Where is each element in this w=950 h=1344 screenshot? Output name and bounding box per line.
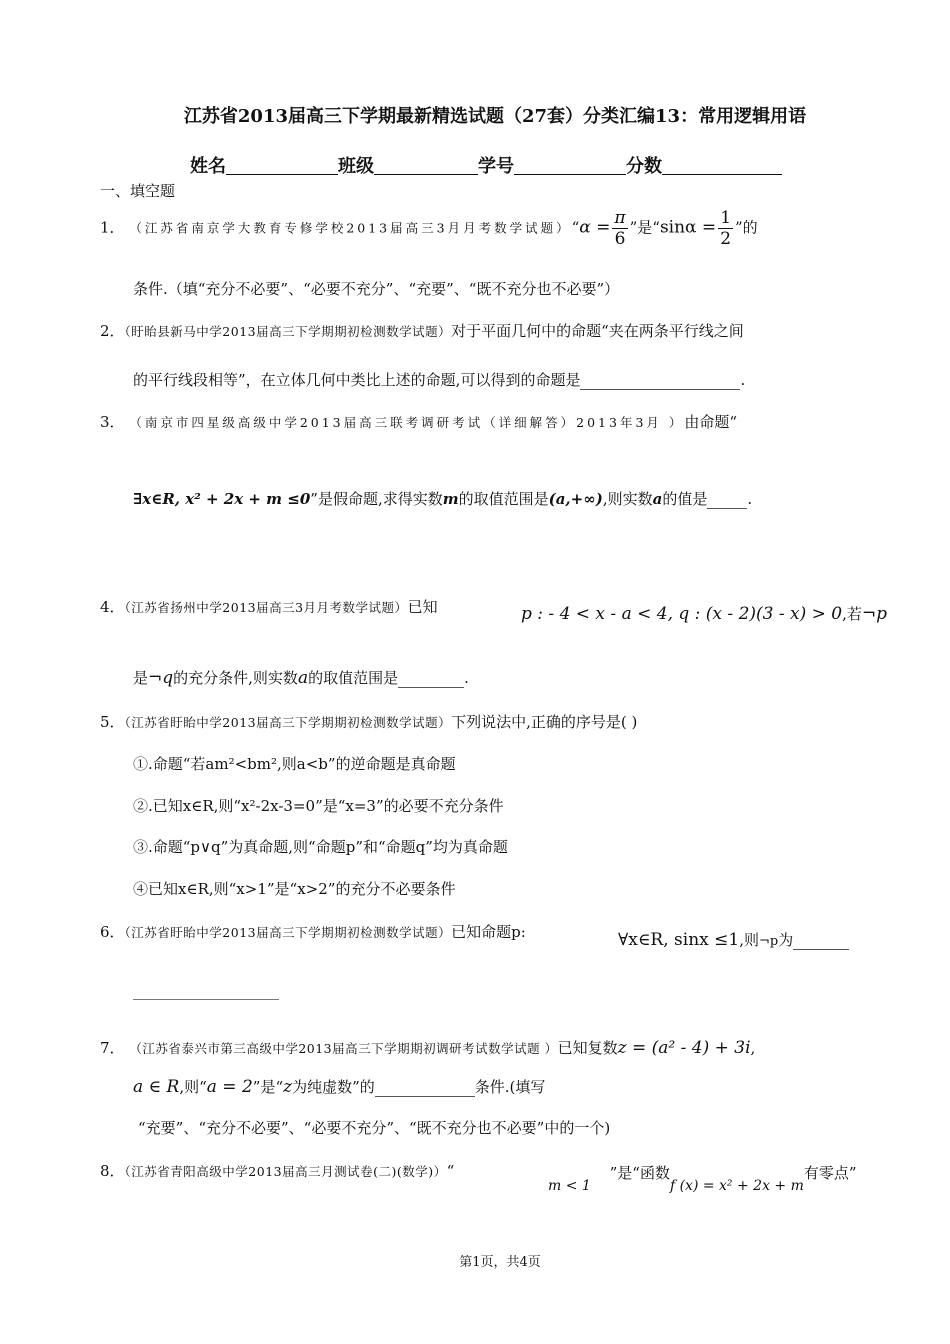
text-fragment: ”的: [735, 218, 758, 237]
question-6-math: [618, 929, 849, 950]
text-fragment: 有零点”: [803, 1164, 857, 1182]
variable-m: m: [442, 490, 459, 508]
answer-blank[interactable]: [707, 490, 747, 509]
question-source: （南京市四星级高级中学2013届高三联考调研考试（详细解答）2013年3月 ）: [129, 415, 685, 430]
sin-expr: sinα =: [659, 217, 717, 238]
text-fragment: 由命题“: [684, 413, 738, 431]
a-in-R: a ∈ R: [133, 1077, 180, 1097]
question-number: 2．: [100, 322, 125, 340]
not-p: ¬p: [758, 934, 779, 949]
text-fragment: .: [747, 490, 753, 508]
answer-blank-continued[interactable]: [133, 980, 279, 1000]
page-footer: 第1页，共4页: [459, 1255, 541, 1270]
text-fragment: 为: [778, 931, 794, 949]
text-fragment: 条件.(填写: [474, 1078, 546, 1096]
text-fragment: 为纯虚数”的: [292, 1078, 375, 1096]
question-number: 7．: [100, 1039, 125, 1057]
class-label: 班级: [338, 156, 374, 177]
question-2-line-2: [133, 369, 745, 390]
fraction-denominator: 6: [614, 229, 626, 249]
section-heading: 一、填空题: [100, 182, 176, 200]
text-fragment: ”是“函数: [609, 1164, 670, 1182]
text-fragment: 下列说法中,正确的序号是( ): [451, 713, 638, 731]
question-source: （江苏省青阳高级中学2013届高三月测试卷(二)(数学)）: [124, 1164, 447, 1179]
text-fragment: .: [740, 371, 746, 389]
question-number: 8．: [100, 1162, 125, 1180]
option-3: ③.命题“p∨q”为真命题,则“命题p”和“命题q”均为真命题: [133, 838, 508, 856]
question-8-line-1: [100, 1160, 454, 1181]
question-6-line-1: [100, 921, 526, 942]
text-fragment: 对于平面几何中的命题“夹在两条平行线之间: [451, 322, 744, 340]
text-fragment: 已知: [407, 598, 438, 616]
page-title: 江苏省2013届高三下学期最新精选试题（27套）分类汇编13：常用逻辑用语: [183, 106, 807, 127]
quote-open: “: [571, 218, 580, 237]
question-source: （江苏省扬州中学2013届高三3月月考数学试题）: [124, 600, 408, 615]
variable-a: a: [297, 668, 309, 688]
question-number: 4．: [100, 598, 125, 616]
name-blank[interactable]: [226, 156, 338, 175]
text-fragment: ,: [750, 1039, 756, 1057]
fraction-denominator: 2: [720, 229, 732, 249]
id-blank[interactable]: [514, 156, 626, 175]
text-fragment: ”是假命题,求得实数: [310, 490, 443, 508]
answer-blank[interactable]: [793, 931, 849, 950]
option-1: ①.命题“若am²<bm²,则a<b”的逆命题是真命题: [133, 755, 456, 773]
id-label: 学号: [478, 156, 514, 177]
question-7-line-3: “充要”、“充分不必要”、“必要不充分”、“既不充分也不必要”中的一个): [138, 1119, 611, 1137]
text-fragment: ”是“: [252, 1078, 284, 1096]
question-source: （江苏省泰兴市第三高级中学2013届高三下学期期初调研考试数学试题 ）: [129, 1041, 558, 1056]
text-fragment: ”是“: [629, 218, 660, 237]
option-2: ②.已知x∈R,则“x²-2x-3=0”是“x=3”的必要不充分条件: [133, 797, 504, 815]
name-label: 姓名: [190, 156, 226, 177]
question-3-line-1: [100, 411, 737, 432]
text-fragment: “: [446, 1162, 455, 1180]
question-3-line-2: [133, 488, 752, 509]
text-fragment: ,则实数: [602, 490, 653, 508]
question-source: （江苏省盱眙中学2013届高三下学期期初检测数学试题）: [124, 715, 452, 730]
question-7-line-2: [133, 1076, 545, 1097]
exists-expression: ∃x∈R, x² + 2x + m ≤0: [133, 490, 311, 508]
option-4: ④已知x∈R,则“x>1”是“x>2”的充分不必要条件: [133, 880, 456, 898]
question-number: 6．: [100, 923, 125, 941]
question-source: （江苏省南京学大教育专修学校2013届高三3月月考数学试题）: [129, 220, 572, 236]
not-q: ¬q: [148, 668, 174, 688]
text-fragment: ,则“: [179, 1078, 207, 1096]
question-source: （盱眙县新马中学2013届高三下学期期初检测数学试题）: [124, 324, 452, 339]
text-fragment: 的取值范围是: [308, 669, 399, 687]
pi-over-6-fraction: [612, 208, 627, 249]
question-number: 3．: [100, 413, 125, 431]
answer-blank[interactable]: [398, 669, 464, 688]
variable-z: z: [283, 1077, 293, 1097]
question-4-line-1: [100, 596, 438, 617]
text-fragment: 的值是: [662, 490, 708, 508]
question-source: （江苏省盱眙中学2013届高三下学期期初检测数学试题）: [124, 925, 452, 940]
range-expression: (a,+∞): [548, 490, 603, 508]
student-info-line: [190, 152, 782, 178]
text-fragment: ,若: [842, 605, 862, 623]
question-8-math: [548, 1162, 857, 1194]
variable-a: a: [652, 490, 663, 508]
question-2-line-1: [100, 320, 744, 341]
one-half-fraction: [718, 208, 733, 249]
class-blank[interactable]: [374, 156, 478, 175]
text-fragment: 的取值范围是: [458, 490, 549, 508]
p-q-expression: p : - 4 < x - a < 4, q : (x - 2)(3 - x) > 0: [521, 604, 843, 624]
question-4-line-2: [133, 667, 469, 688]
question-4-math: [521, 603, 887, 624]
score-label: 分数: [626, 156, 662, 177]
question-7-line-1: [100, 1037, 755, 1058]
fraction-numerator: 1: [720, 208, 732, 228]
m-less-than-1: m < 1: [548, 1178, 591, 1194]
question-number: 5．: [100, 713, 125, 731]
a-equals-2: a = 2: [206, 1077, 253, 1097]
function-expression: f (x) = x² + 2x + m: [669, 1178, 804, 1194]
alpha-expr: α =: [579, 217, 611, 238]
not-p: ¬p: [861, 604, 888, 624]
text-fragment: 已知复数: [557, 1039, 618, 1057]
question-number: 1．: [100, 218, 125, 237]
complex-z-expression: z = (a² - 4) + 3i: [617, 1038, 751, 1058]
text-fragment: .: [464, 669, 469, 687]
fraction-numerator: π: [614, 208, 626, 228]
text-fragment: 的充分条件,则实数: [173, 669, 298, 687]
answer-blank[interactable]: [375, 1078, 475, 1097]
question-5-line-1: [100, 711, 637, 732]
text-fragment: 的平行线段相等”，在立体几何中类比上述的命题,可以得到的命题是: [133, 371, 581, 389]
question-1-line-2: 条件.（填“充分不必要”、“必要不充分”、“充要”、“既不充分也不必要”）: [133, 280, 620, 298]
text-fragment: 已知命题p:: [451, 923, 526, 941]
forall-expression: ∀x∈R, sinx ≤1: [618, 930, 740, 950]
question-1-line-1: [100, 208, 758, 249]
answer-blank[interactable]: [580, 371, 740, 390]
text-fragment: ,则: [739, 931, 759, 949]
text-fragment: 是: [133, 669, 149, 687]
score-blank[interactable]: [662, 156, 782, 175]
